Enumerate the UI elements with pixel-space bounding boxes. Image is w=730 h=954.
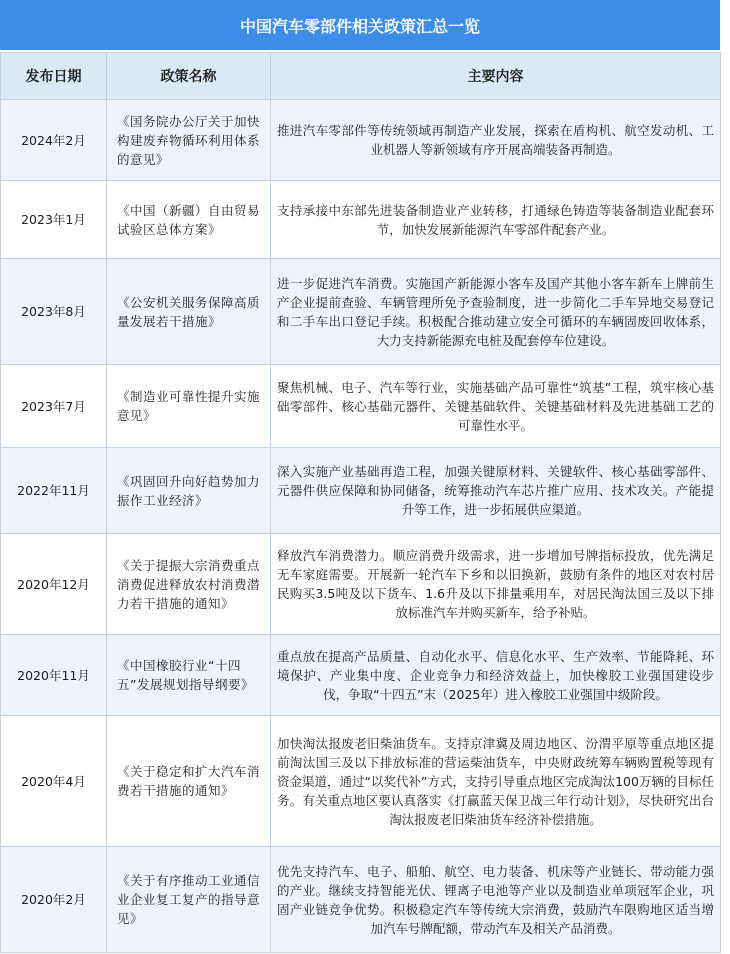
table-row xyxy=(1,365,721,448)
row-content: 加快淘汰报废老旧柴油货车。支持京津冀及周边地区、汾渭平原等重点地区提前淘汰国三及以下排放标准的营运柴油货车，中央财政统筹车辆购置税等现有资金渠道，通过“以奖代补”方式，支持引导重点地区完成淘汰100万辆的目标任务。有关重点地区要认真落实《打赢蓝天保卫战三年行动计划》，尽快研究出台淘汰报废老旧柴油货车经济补偿措施。 xyxy=(271,716,721,847)
header-policy-name: 政策名称 xyxy=(107,53,271,100)
row-policy-name: 《关于有序推动工业通信业企业复工复产的指导意见》 xyxy=(107,847,271,953)
table-row xyxy=(1,847,721,953)
row-date: 2020年2月 xyxy=(1,847,107,953)
table-row xyxy=(1,259,721,365)
row-policy-name: 《中国（新疆）自由贸易试验区总体方案》 xyxy=(107,181,271,259)
table-row xyxy=(1,448,721,534)
row-policy-name: 《公安机关服务保障高质量发展若干措施》 xyxy=(107,259,271,365)
row-date: 2023年8月 xyxy=(1,259,107,365)
row-date: 2022年11月 xyxy=(1,448,107,534)
row-policy-name: 《关于稳定和扩大汽车消费若干措施的通知》 xyxy=(107,716,271,847)
header-date: 发布日期 xyxy=(1,53,107,100)
table-header-row xyxy=(1,53,721,100)
table-row xyxy=(1,534,721,635)
page-title: 中国汽车零部件相关政策汇总一览 xyxy=(0,0,720,50)
table-row xyxy=(1,635,721,716)
row-content: 推进汽车零部件等传统领域再制造产业发展，探索在盾构机、航空发动机、工业机器人等新领域有序开展高端装备再制造。 xyxy=(271,100,721,181)
row-policy-name: 《国务院办公厅关于加快构建废弃物循环利用体系的意见》 xyxy=(107,100,271,181)
row-content: 进一步促进汽车消费。实施国产新能源小客车及国产其他小客车新车上牌前生产企业提前查验、车辆管理所免予查验制度，进一步简化二手车异地交易登记和二手车出口登记手续。积极配合推动建立安全可循环的车辆固废回收体系，大力支持新能源充电桩及配套停车位建设。 xyxy=(271,259,721,365)
row-date: 2023年1月 xyxy=(1,181,107,259)
table-row xyxy=(1,181,721,259)
row-content: 深入实施产业基础再造工程，加强关键原材料、关键软件、核心基础零部件、元器件供应保障和协同储备，统筹推动汽车芯片推广应用、技术攻关。产能提升等工作，进一步拓展供应渠道。 xyxy=(271,448,721,534)
row-content: 聚焦机械、电子、汽车等行业，实施基础产品可靠性“筑基”工程，筑牢核心基础零部件、核心基础元器件、关键基础软件、关键基础材料及先进基础工艺的可靠性水平。 xyxy=(271,365,721,448)
row-policy-name: 《制造业可靠性提升实施意见》 xyxy=(107,365,271,448)
header-content: 主要内容 xyxy=(271,53,721,100)
row-date: 2020年4月 xyxy=(1,716,107,847)
row-policy-name: 《关于提振大宗消费重点消费促进释放农村消费潜力若干措施的通知》 xyxy=(107,534,271,635)
row-content: 优先支持汽车、电子、船舶、航空、电力装备、机床等产业链长、带动能力强的产业。继续支持智能光伏、锂离子电池等产业以及制造业单项冠军企业，巩固产业链竞争优势。积极稳定汽车等传统大宗消费，鼓励汽车限购地区适当增加汽车号牌配额，带动汽车及相关产品消费。 xyxy=(271,847,721,953)
row-content: 支持承接中东部先进装备制造业产业转移，打通绿色铸造等装备制造业配套环节，加快发展新能源汽车零部件配套产业。 xyxy=(271,181,721,259)
policy-table xyxy=(0,52,721,953)
table-row xyxy=(1,716,721,847)
row-date: 2020年12月 xyxy=(1,534,107,635)
row-policy-name: 《中国橡胶行业“十四五”发展规划指导纲要》 xyxy=(107,635,271,716)
row-date: 2020年11月 xyxy=(1,635,107,716)
table-row xyxy=(1,100,721,181)
row-date: 2024年2月 xyxy=(1,100,107,181)
row-content: 重点放在提高产品质量、自动化水平、信息化水平、生产效率、节能降耗、环境保护、产业集中度、企业竞争力和经济效益上，加快橡胶工业强国建设步伐，争取“十四五”末（2025年）进入橡胶工业强国中级阶段。 xyxy=(271,635,721,716)
row-content: 释放汽车消费潜力。顺应消费升级需求，进一步增加号牌指标投放，优先满足无车家庭需要。开展新一轮汽车下乡和以旧换新，鼓励有条件的地区对农村居民购买3.5吨及以下货车、1.6升及以下排量乘用车，对居民淘汰国三及以下排放标准汽车并购买新车，给予补贴。 xyxy=(271,534,721,635)
row-policy-name: 《巩固回升向好趋势加力振作工业经济》 xyxy=(107,448,271,534)
row-date: 2023年7月 xyxy=(1,365,107,448)
